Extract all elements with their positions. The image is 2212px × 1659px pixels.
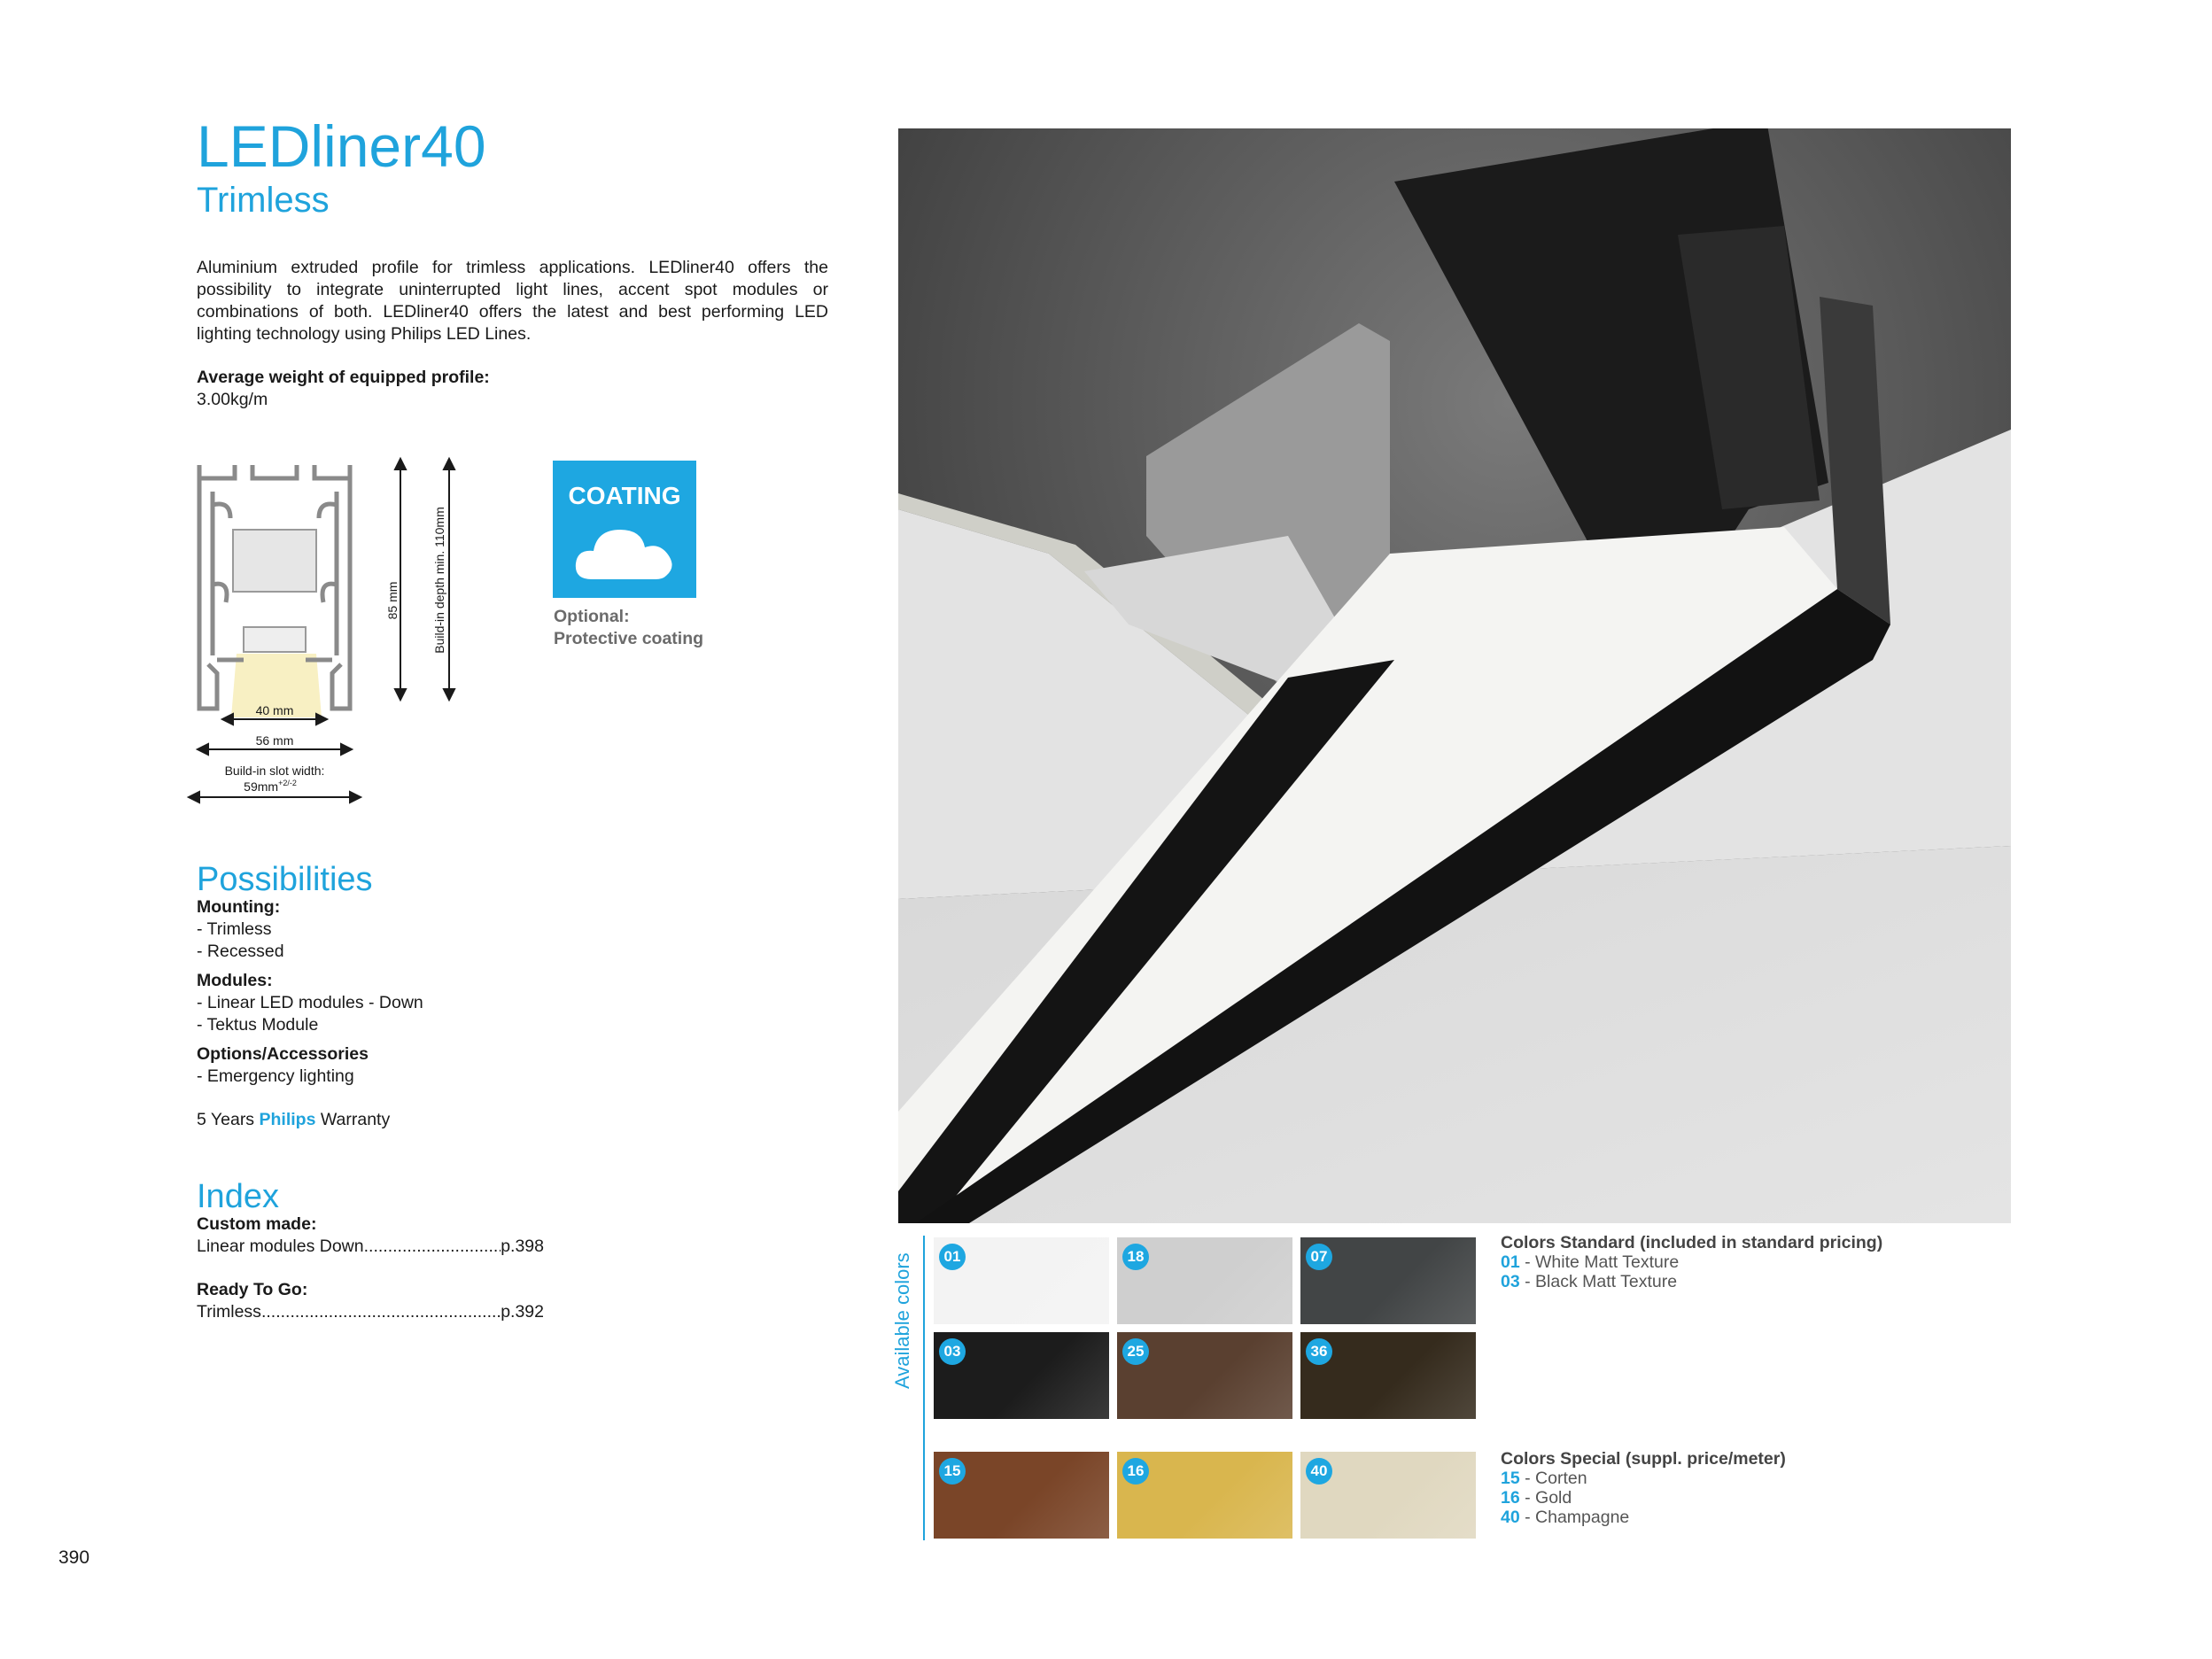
weight-label: Average weight of equipped profile:	[197, 368, 490, 387]
ready-to-go-title: Ready To Go:	[197, 1280, 308, 1299]
list-item: - Recessed	[197, 942, 284, 961]
possibilities-list	[197, 896, 423, 1131]
custom-made-title: Custom made:	[197, 1214, 317, 1234]
index-entry-custom[interactable]	[197, 1236, 544, 1258]
warranty-line	[197, 1109, 423, 1131]
coating-note-line2: Protective coating	[554, 629, 704, 648]
depth-label: Build-in depth min. 110mm	[432, 507, 446, 654]
group-title: Options/Accessories	[197, 1044, 369, 1064]
swatch-code: 16	[1122, 1458, 1149, 1485]
weight-info	[197, 367, 490, 411]
possibilities-heading: Possibilities	[197, 861, 373, 898]
swatch-code: 25	[1122, 1338, 1149, 1365]
mounting-group	[197, 896, 423, 963]
diffuser	[244, 627, 306, 652]
index-entry-page: p.398	[501, 1236, 544, 1256]
warranty-pre: 5 Years	[197, 1110, 260, 1129]
coating-note	[554, 606, 703, 650]
warranty-post: Warranty	[315, 1110, 391, 1129]
coating-badge	[553, 461, 696, 598]
modules-group	[197, 970, 423, 1036]
swatch-25[interactable]	[1117, 1332, 1292, 1419]
index-entry-page: p.392	[501, 1302, 544, 1322]
group-title: Modules:	[197, 971, 273, 990]
inner-width-label: 40 mm	[255, 703, 294, 717]
colors-standard-heading: Colors Standard (included in standard pricing)	[1501, 1233, 1883, 1252]
color-entry: 15 - Corten	[1501, 1469, 1587, 1488]
height-label: 85 mm	[385, 581, 400, 620]
swatch-01[interactable]	[934, 1237, 1109, 1324]
options-group	[197, 1043, 423, 1088]
weight-value: 3.00kg/m	[197, 390, 268, 409]
cloud-icon	[572, 523, 677, 583]
profile-diagram	[182, 452, 501, 806]
available-colors-line	[923, 1236, 925, 1540]
page-number: 390	[58, 1547, 90, 1568]
led-module	[233, 530, 316, 592]
product-title: LEDliner40	[197, 113, 486, 179]
index-list	[197, 1213, 544, 1323]
swatch-code: 15	[939, 1458, 966, 1485]
index-entry-ready[interactable]	[197, 1301, 544, 1323]
coating-note-line1: Optional:	[554, 607, 630, 626]
group-title: Mounting:	[197, 897, 281, 917]
color-entry: 16 - Gold	[1501, 1488, 1572, 1508]
colors-special-heading: Colors Special (suppl. price/meter)	[1501, 1449, 1786, 1469]
product-subtitle: Trimless	[197, 181, 330, 220]
swatch-code: 01	[939, 1244, 966, 1270]
list-item: - Tektus Module	[197, 1015, 319, 1035]
color-entry: 03 - Black Matt Texture	[1501, 1272, 1678, 1291]
swatch-16[interactable]	[1117, 1452, 1292, 1539]
list-item: - Emergency lighting	[197, 1066, 354, 1086]
swatch-code: 03	[939, 1338, 966, 1365]
swatch-code: 18	[1122, 1244, 1149, 1270]
swatch-40[interactable]	[1300, 1452, 1476, 1539]
index-entry-label: Trimless	[197, 1302, 261, 1322]
index-heading: Index	[197, 1178, 279, 1215]
slot-label: Build-in slot width:	[224, 764, 325, 778]
color-entry: 01 - White Matt Texture	[1501, 1252, 1680, 1272]
leader-dots	[261, 1301, 501, 1323]
list-item: - Trimless	[197, 919, 272, 939]
swatch-18[interactable]	[1117, 1237, 1292, 1324]
swatch-36[interactable]	[1300, 1332, 1476, 1419]
colors-standard	[1501, 1233, 1882, 1291]
swatch-code: 40	[1306, 1458, 1332, 1485]
warranty-brand: Philips	[259, 1110, 316, 1129]
colors-special	[1501, 1449, 1786, 1527]
product-render	[898, 128, 2011, 1223]
leader-dots	[364, 1236, 501, 1258]
slot-value: $59mm^{+2/-2}$	[244, 779, 297, 794]
product-description: Aluminium extruded profile for trimless applications. LEDliner40 offers the possibility to integrate uninterrupted light lines, accent spot modules or combinations of both. LEDliner40 offers the latest and best performing LED lighting technology using Philips LED Lines.	[197, 258, 828, 344]
list-item: - Linear LED modules - Down	[197, 993, 423, 1012]
index-entry-label: Linear modules Down	[197, 1236, 364, 1256]
height-dimension	[395, 459, 406, 700]
swatch-code: 36	[1306, 1338, 1332, 1365]
coating-label: COATING	[568, 482, 681, 509]
swatch-code: 07	[1306, 1244, 1332, 1270]
outer-width-label: 56 mm	[255, 733, 294, 748]
available-colors-label: Available colors	[891, 1252, 913, 1389]
swatch-15[interactable]	[934, 1452, 1109, 1539]
color-entry: 40 - Champagne	[1501, 1508, 1630, 1527]
swatch-03[interactable]	[934, 1332, 1109, 1419]
swatch-07[interactable]	[1300, 1237, 1476, 1324]
